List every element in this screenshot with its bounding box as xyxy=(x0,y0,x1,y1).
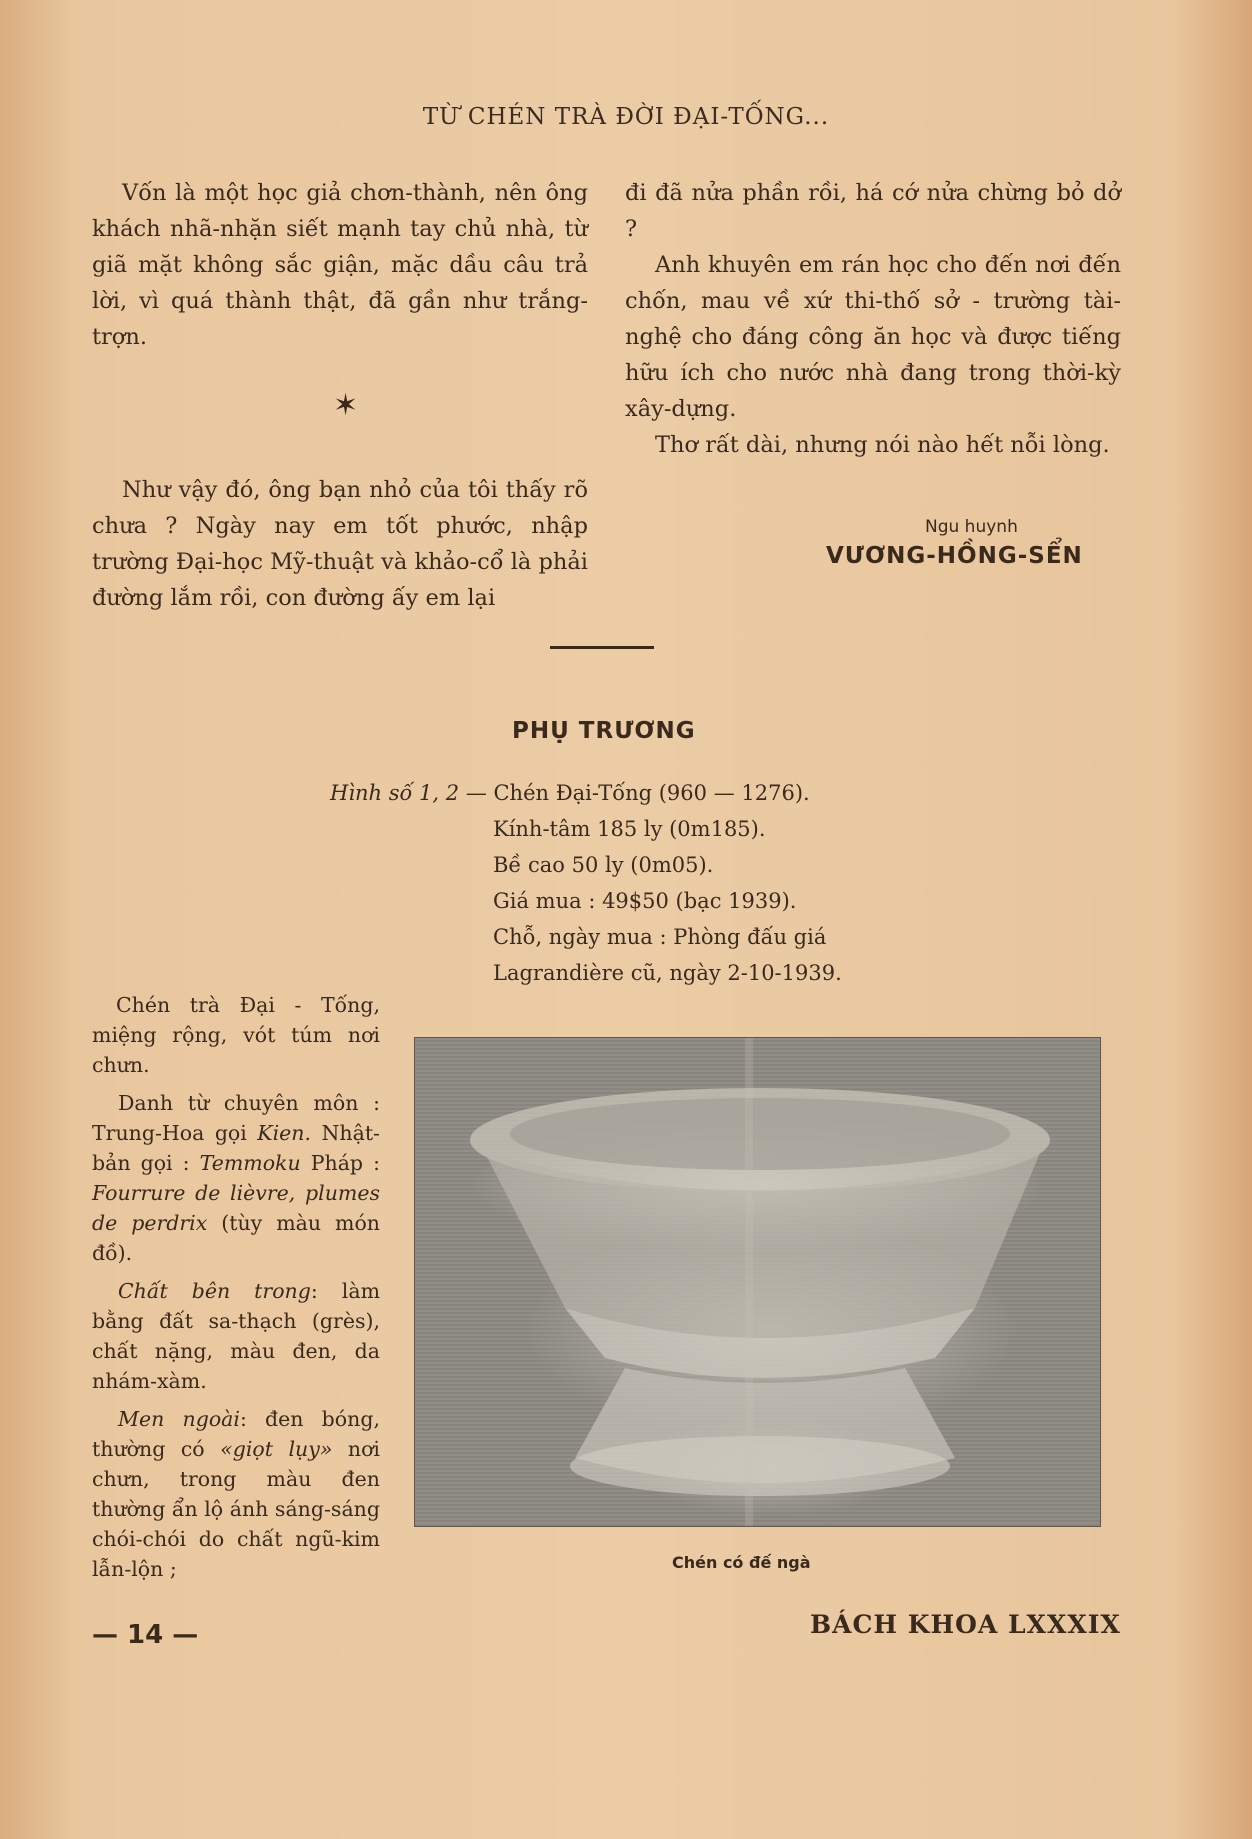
left-paragraph-2: Như vậy đó, ông bạn nhỏ của tôi thấy rõ chưa ? Ngày nay em tốt phước, nhập trường Đại-học Mỹ-thuật và khảo-cổ là phải đường lắm rồi, con đường ấy em lại xyxy=(92,477,588,611)
right-paragraph-3: Thơ rất dài, nhưng nói nào hết nỗi lòng. xyxy=(655,432,1110,458)
photo-caption: Chén có đế ngà xyxy=(672,1553,811,1572)
figure-label: Hình số 1, 2 xyxy=(330,781,460,805)
page-number: — 14 — xyxy=(92,1620,199,1650)
star-ornament: ✶ xyxy=(333,388,359,423)
caption-line-3: Bề cao 50 ly (0m05). xyxy=(493,853,714,877)
right-paragraph-2: Anh khuyên em rán học cho đến nơi đến chốn, mau về xứ thi-thố sở - trường tài-nghệ cho đáng công ăn học và được tiếng hữu ích cho nước nhà đang trong thời-kỳ xây-dựng. xyxy=(625,252,1121,422)
figure-details xyxy=(493,811,933,991)
caption-line-4: Giá mua : 49$50 (bạc 1939). xyxy=(493,889,797,913)
right-column xyxy=(625,175,1121,463)
signature-name: VƯƠNG-HỒNG-SỂN xyxy=(826,543,1083,569)
caption-line-1: Hình số 1, 2 — Chén Đại-Tống (960 — 1276). xyxy=(330,781,810,805)
left-column xyxy=(92,175,588,355)
right-paragraph-1: đi đã nửa phần rồi, há cớ nửa chừng bỏ dở ? xyxy=(625,180,1121,242)
magazine-name: BÁCH KHOA LXXXIX xyxy=(810,1610,1121,1639)
caption-line-2: Kính-tâm 185 ly (0m185). xyxy=(493,817,766,841)
signature-label: Ngu huynh xyxy=(925,517,1018,537)
sidebar-paragraph-1: Chén trà Đại - Tống, miệng rộng, vót túm nơi chưn. xyxy=(92,993,380,1077)
page-header: TỪ CHÉN TRÀ ĐỜI ĐẠI-TỐNG... xyxy=(422,104,830,130)
sidebar-notes xyxy=(92,990,380,1592)
caption-line-5: Chỗ, ngày mua : Phòng đấu giá xyxy=(493,925,827,949)
left-column-lower xyxy=(92,472,588,616)
section-divider xyxy=(550,646,654,649)
caption-line-6: Lagrandière cũ, ngày 2-10-1939. xyxy=(493,961,842,985)
figure-caption xyxy=(330,775,930,811)
section-title: PHỤ TRƯƠNG xyxy=(512,718,696,744)
bowl-photo xyxy=(414,1037,1101,1527)
bowl-illustration xyxy=(415,1038,1100,1526)
sidebar-paragraph-2: Danh từ chuyên môn : Trung-Hoa gọi Kien. Nhật-bản gọi : Temmoku Pháp : Fourrure de lièvre, plumes de perdrix (tùy màu món đồ). xyxy=(92,1091,381,1265)
sidebar-paragraph-4: Men ngoài: đen bóng, thường có «giọt lụy» nơi chưn, trong màu đen thường ẩn lộ ánh sáng-sáng chói-chói do chất ngũ-kim lẫn-lộn ; xyxy=(92,1407,380,1581)
left-paragraph-1: Vốn là một học giả chơn-thành, nên ông khách nhã-nhặn siết mạnh tay chủ nhà, từ giã mặt không sắc giận, mặc dầu câu trả lời, vì quá thành thật, đã gần như trắng-trợn. xyxy=(92,180,588,350)
sidebar-paragraph-3: Chất bên trong: làm bằng đất sa-thạch (grès), chất nặng, màu đen, da nhám-xàm. xyxy=(92,1279,381,1393)
